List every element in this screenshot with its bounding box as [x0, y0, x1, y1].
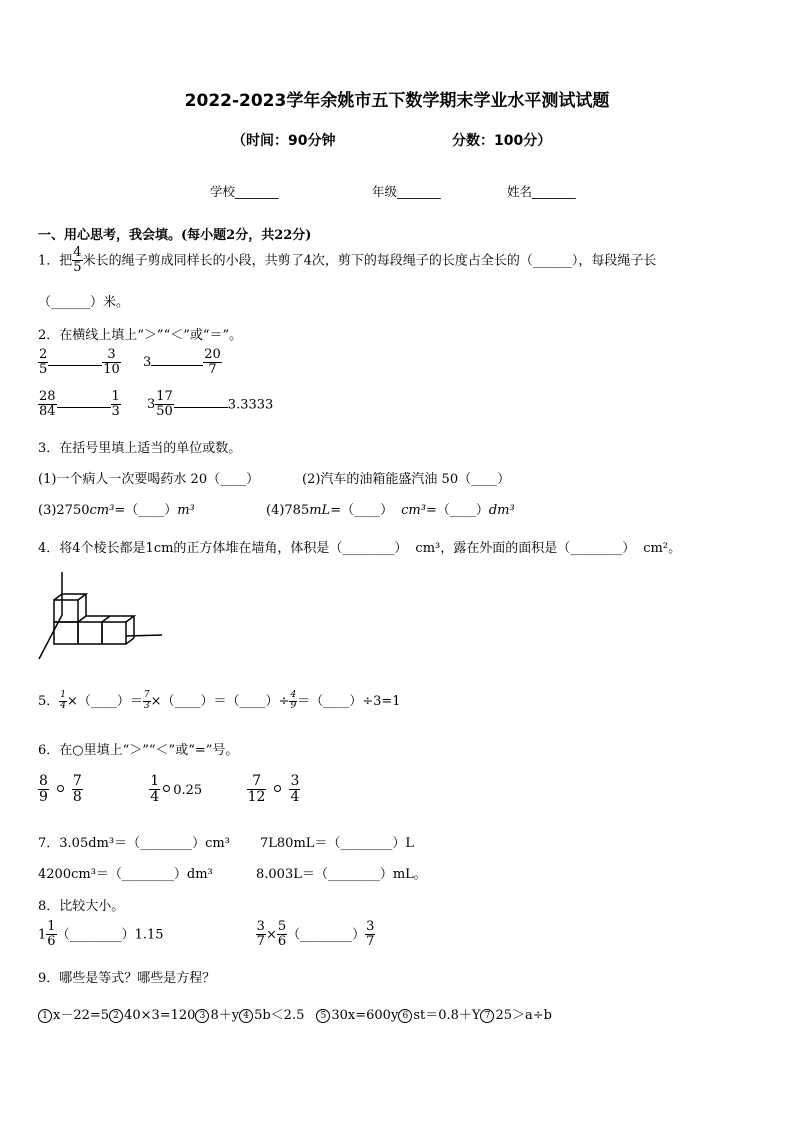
q9-marker: 1 — [38, 1009, 52, 1023]
q2-f4-den: 84 — [39, 404, 56, 420]
q2-f5-num: 1 — [111, 389, 120, 404]
q3-item4-unit2: cm³ — [401, 503, 426, 518]
q2-f6-num: 17 — [156, 389, 173, 404]
q2-f4-num: 28 — [39, 389, 56, 404]
q4-text-c: 。 — [668, 541, 682, 556]
q6-f5-den: 4 — [290, 789, 300, 806]
q5-text-d: ＝（____）÷3=1 — [297, 694, 401, 709]
q6-f2-den: 8 — [72, 789, 82, 806]
q9-item — [109, 1008, 195, 1023]
q8-times: × — [265, 927, 277, 943]
q9-expr: 5b＜2.5 — [254, 1008, 305, 1023]
q7-d: 8.003L＝（________）mL。 — [256, 867, 427, 882]
q3-item4-a: (4)785 — [266, 503, 310, 518]
q9-item — [316, 1008, 398, 1023]
q9-marker: 7 — [480, 1009, 494, 1023]
section-heading: 一、用心思考，我会填。(每小题2分，共22分) — [38, 228, 312, 243]
q9-expr: 25＞a÷b — [495, 1008, 552, 1023]
q1-frac-num: 4 — [73, 245, 82, 260]
question-4 — [38, 537, 681, 556]
question-1 — [38, 246, 656, 276]
q9-marker: 6 — [398, 1009, 412, 1023]
q5-number: 5． — [38, 694, 60, 709]
score-label: 分数：100分） — [452, 133, 552, 149]
q5-f2-den: 3 — [143, 701, 150, 711]
q3-item4 — [266, 499, 515, 518]
q9-expr: 8＋y — [210, 1008, 240, 1023]
q4-unit2: cm² — [643, 541, 669, 556]
q6-decimal: 0.25 — [173, 782, 203, 798]
q4-text-b: ，露在外面的面积是（________） — [440, 541, 636, 556]
q3-item4-c: =（____） — [425, 503, 489, 518]
q9-item — [195, 1008, 239, 1023]
q6-f4-den: 12 — [247, 789, 266, 806]
q9-marker: 5 — [316, 1009, 330, 1023]
q9-expr: x－22=5 — [53, 1008, 110, 1023]
q2-three: 3 — [142, 355, 152, 371]
q3-item4-b: =（____） — [330, 503, 394, 518]
q1-text-b: 米长的绳子剪成同样长的小段，共剪了4次，剪下的每段绳子的长度占全长的（______），每段绳子长 — [82, 253, 657, 269]
q2-f6-den: 50 — [156, 404, 173, 420]
q6-f3-num: 1 — [150, 773, 160, 789]
q2-f2-den: 10 — [103, 362, 120, 378]
q8-whole: 1 — [38, 927, 47, 943]
q1-text: 1．把 — [38, 253, 73, 269]
q6-f1-num: 8 — [39, 773, 48, 789]
q7-b: 7L80mL＝（________）L — [260, 836, 415, 851]
q8-f3-num: 5 — [277, 919, 287, 934]
q3-item3-unit2: m³ — [177, 503, 195, 518]
q3-item3-b: =（____） — [114, 503, 178, 518]
q4-unit1: cm³ — [415, 541, 441, 556]
q9-expr: st＝0.8＋Y — [413, 1008, 481, 1023]
time-label: （时间：90分钟 — [232, 133, 336, 149]
q6-f4-num: 7 — [247, 774, 267, 790]
question-6: 6．在○里填上“＞”“＜”或“=”号。 — [38, 743, 239, 758]
q9-items — [38, 1004, 552, 1023]
q9-expr: 30x=600y — [331, 1008, 399, 1023]
school-field: 学校_______ — [210, 184, 279, 199]
q9-marker: 4 — [239, 1009, 253, 1023]
question-9: 9．哪些是等式？哪些是方程？ — [38, 971, 216, 986]
q5-f3-den: 9 — [290, 701, 297, 711]
q2-decimal: 3.3333 — [227, 397, 274, 413]
q8-text-a: （________）1.15 — [56, 927, 164, 943]
q8-text-b: （________） — [287, 927, 366, 943]
q2-whole: 3 — [146, 397, 156, 413]
q5-f2-num: 7 — [143, 690, 150, 701]
q5-f1-den: 4 — [60, 701, 67, 711]
q8-f4-den: 7 — [366, 934, 375, 950]
q8-f1-num: 1 — [47, 919, 56, 934]
q2-f5-den: 3 — [111, 404, 120, 420]
q8-f4-num: 3 — [366, 919, 375, 934]
question-2: 2．在横线上填上“＞”“＜”或“＝”。 — [38, 328, 243, 343]
q9-item — [398, 1008, 480, 1023]
q8-row — [38, 920, 375, 950]
question-3: 3．在括号里填上适当的单位或数。 — [38, 441, 242, 456]
q5-f1-num: 1 — [60, 690, 67, 701]
q6-f3-den: 4 — [150, 789, 160, 806]
q5-text-b: ×（____）＝ — [67, 694, 143, 709]
q8-f1-den: 6 — [47, 934, 56, 950]
q2-row1 — [38, 348, 222, 378]
question-5 — [38, 690, 401, 712]
q1-line2: （______）米。 — [38, 295, 130, 310]
q3-item3-a: (3)2750 — [38, 503, 90, 518]
question-8: 8．比较大小。 — [38, 899, 125, 914]
q1-fraction — [72, 246, 82, 276]
q8-f3-den: 6 — [277, 934, 287, 950]
q8-f2-num: 3 — [256, 919, 265, 934]
q9-marker: 2 — [109, 1009, 123, 1023]
q6-row — [38, 774, 300, 806]
q2-f2-num: 3 — [102, 348, 121, 363]
q3-item3 — [38, 499, 195, 518]
q7-a: 7．3.05dm³＝（________）cm³ — [38, 836, 230, 851]
q3-item2: (2)汽车的油箱能盛汽油 50（____） — [302, 472, 511, 487]
q3-item1: (1)一个病人一次要喝药水 20（____） — [38, 472, 260, 487]
q3-item3-unit1: cm³ — [89, 503, 115, 518]
q9-item — [239, 1008, 304, 1023]
q1-frac-den: 5 — [73, 260, 82, 276]
q6-f5-num: 3 — [290, 773, 300, 789]
q8-f2-den: 7 — [256, 934, 265, 950]
q2-f3-num: 20 — [204, 347, 221, 362]
page-title: 2022-2023学年余姚市五下数学期末学业水平测试试题 — [184, 91, 610, 111]
cube-corner-figure — [36, 570, 166, 662]
q3-item4-unit1: mL — [309, 503, 331, 518]
q3-item4-unit3: dm³ — [488, 503, 515, 518]
q5-text-c: ×（____）＝（____）÷ — [150, 694, 290, 709]
q2-f3-den: 7 — [208, 362, 217, 378]
q2-row2 — [38, 390, 273, 420]
q9-marker: 3 — [195, 1009, 209, 1023]
q5-f3-num: 4 — [290, 690, 297, 701]
name-field: 姓名_______ — [507, 184, 576, 199]
q9-item — [38, 1008, 109, 1023]
q4-text-a: 4．将4个棱长都是1cm的正方体堆在墙角，体积是（________） — [38, 541, 408, 556]
q9-expr: 40×3=120 — [124, 1008, 196, 1023]
q9-item — [480, 1008, 552, 1023]
q2-f1-num: 2 — [39, 347, 48, 362]
q2-f1-den: 5 — [39, 362, 48, 378]
grade-field: 年级_______ — [372, 184, 441, 199]
q7-c: 4200cm³＝（________）dm³ — [38, 867, 213, 882]
q6-f2-num: 7 — [72, 773, 82, 789]
q6-f1-den: 9 — [39, 789, 48, 806]
